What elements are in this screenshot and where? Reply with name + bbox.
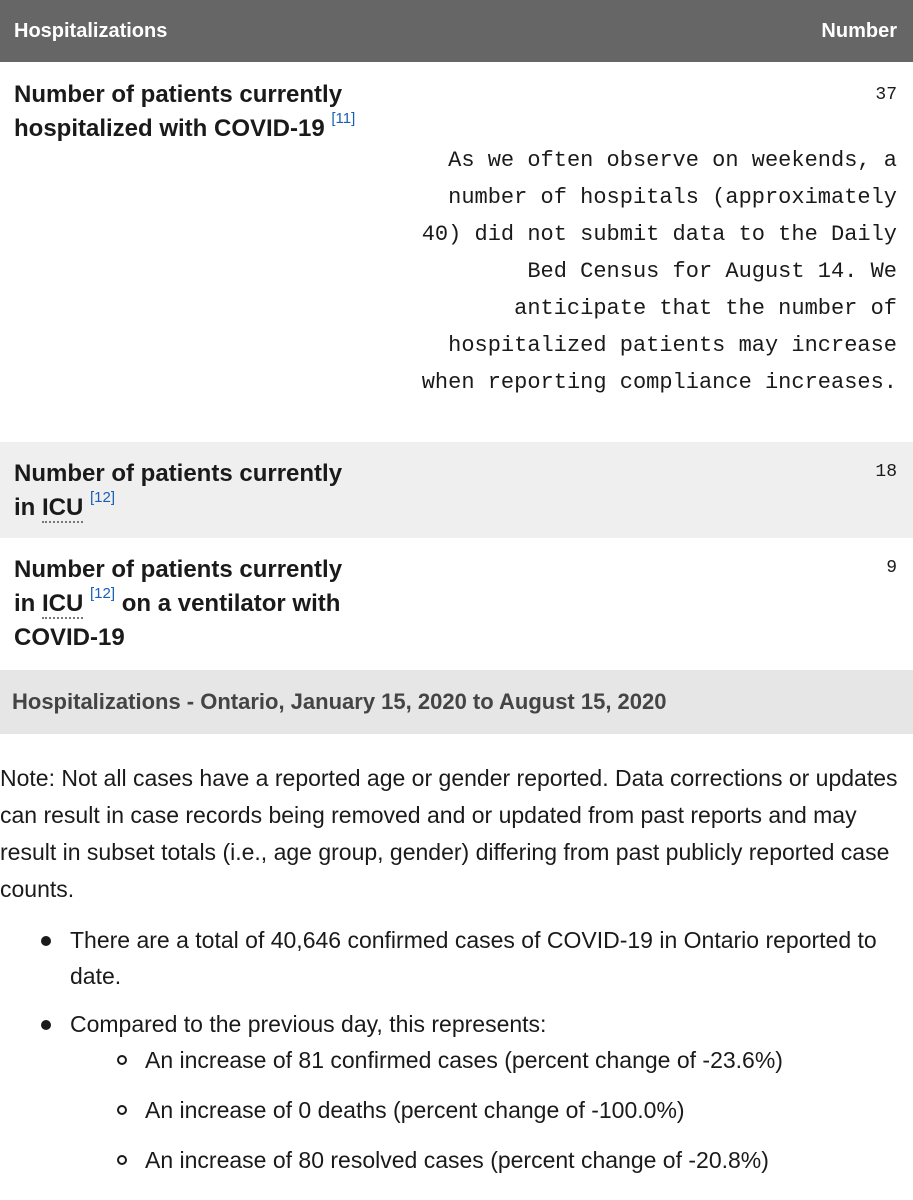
label-line [14, 587, 374, 621]
header-number: Number [821, 19, 897, 42]
note-line: 40) did not submit data to the Daily [421, 222, 897, 247]
note-line: As we often observe on weekends, a [448, 148, 897, 173]
label-text: on a ventilator with [121, 590, 341, 617]
row-value: 18 [875, 462, 897, 482]
label-text: in [14, 590, 36, 617]
list-item-text: There are a total of 40,646 confirmed cases of COVID-19 in Ontario reported to date. [70, 927, 877, 989]
list-item-text: Compared to the previous day, this represents: [70, 1011, 547, 1037]
row-value: 9 [886, 558, 897, 578]
row-label [14, 78, 374, 146]
sub-list-item: An increase of 81 confirmed cases (percent change of -23.6%) [70, 1042, 913, 1078]
note-line: Bed Census for August 14. We [527, 259, 897, 284]
label-line: Number of patients currently [14, 81, 343, 108]
label-line [14, 491, 374, 525]
footnote-link[interactable]: [12] [90, 489, 116, 506]
footnote-link[interactable]: [11] [331, 110, 356, 127]
row-label [14, 553, 374, 655]
icu-abbreviation[interactable]: ICU [42, 494, 84, 521]
sub-list-item: An increase of 80 resolved cases (percent change of -20.8%) [70, 1142, 913, 1178]
icu-abbreviation[interactable]: ICU [42, 590, 84, 617]
note-line: hospitalized patients may increase [448, 333, 897, 358]
list-item [0, 1006, 913, 1178]
table-caption: Hospitalizations - Ontario, January 15, 2020 to August 15, 2020 [0, 670, 913, 734]
label-line: Number of patients currently [14, 556, 343, 583]
label-text: hospitalized with COVID-19 [14, 115, 325, 142]
row-label [14, 457, 374, 525]
header-hospitalizations: Hospitalizations [14, 19, 168, 42]
list-item [0, 922, 913, 994]
summary-list [0, 922, 913, 1192]
table-header [0, 0, 913, 62]
row-note [367, 142, 897, 401]
footnote-link[interactable]: [12] [90, 585, 116, 602]
note-line: anticipate that the number of [514, 296, 897, 321]
note-paragraph: Note: Not all cases have a reported age or gender reported. Data corrections or updates can result in case records being removed and or updated from past reports and may result in subset totals (i.e., age group, gender) differing from past publicly reported case counts. [0, 765, 898, 902]
sub-list [70, 1042, 913, 1178]
sub-list-item: An increase of 0 deaths (percent change of -100.0%) [70, 1092, 913, 1128]
note-line: when reporting compliance increases. [421, 370, 897, 395]
table-row [0, 442, 913, 538]
label-line [14, 112, 374, 146]
table-row [0, 538, 913, 670]
label-line: COVID-19 [14, 624, 125, 651]
label-line: Number of patients currently [14, 460, 343, 487]
note-line: number of hospitals (approximately [448, 185, 897, 210]
label-text: in [14, 494, 36, 521]
table-row [0, 62, 913, 442]
row-value: 37 [875, 85, 897, 105]
